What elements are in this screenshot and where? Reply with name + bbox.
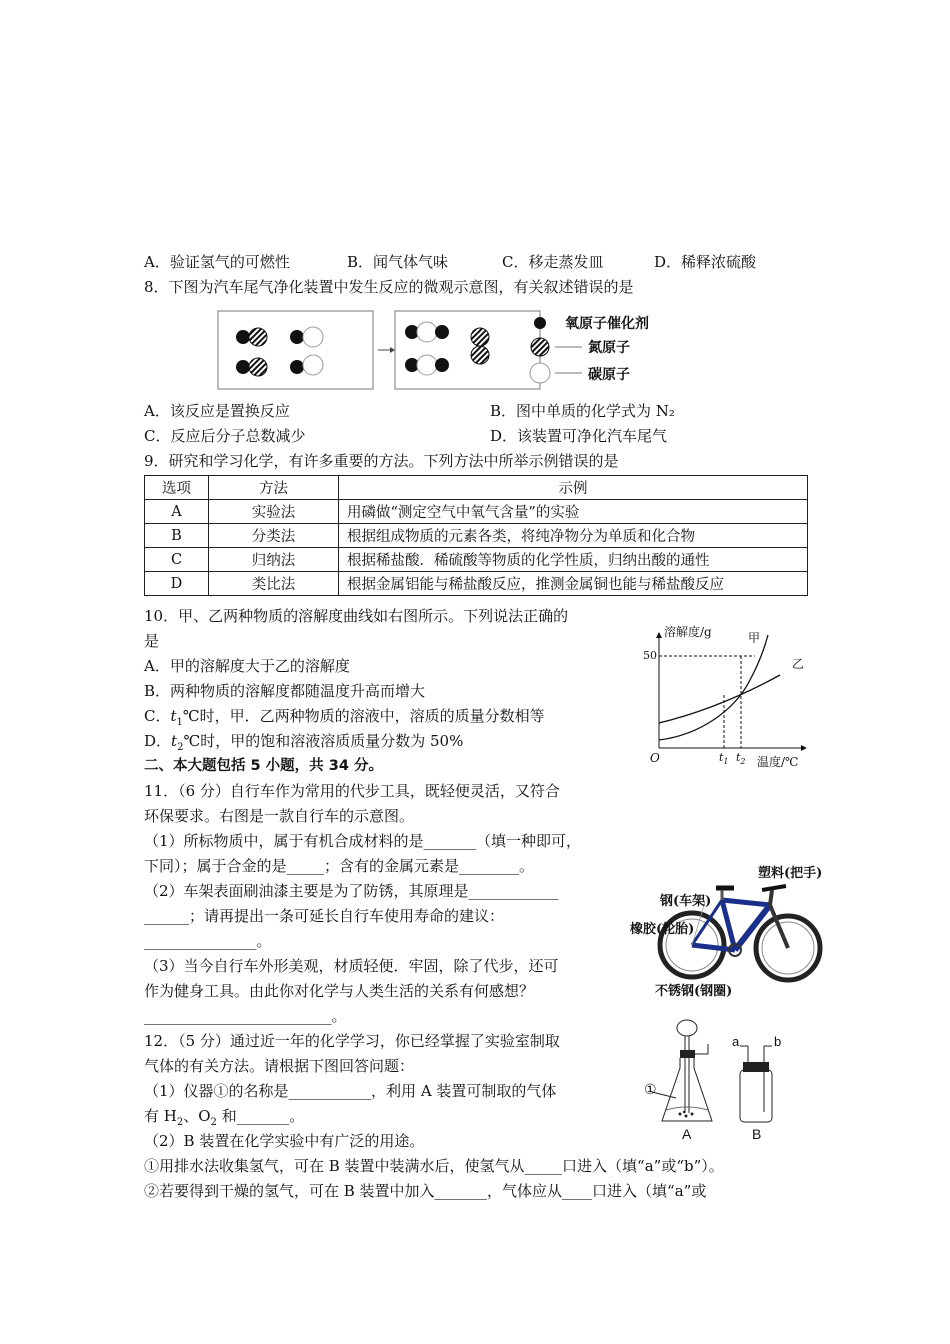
- q7-option-b: B．闻气体气味: [347, 253, 449, 271]
- q7-option-a: A．验证氢气的可燃性: [144, 253, 290, 271]
- table-cell: 根据组成物质的元素各类，将纯净物分为单质和化合物: [339, 524, 808, 548]
- q12-line-3: （1）仪器①的名称是___________，利用 A 装置可制取的气体: [144, 1082, 557, 1100]
- q11-line-3: （1）所标物质中，属于有机合成材料的是_______（填一种即可，: [144, 832, 582, 850]
- chart-series-a-label: 甲: [748, 631, 761, 645]
- q12-line-5: （2）B 装置在化学实验中有广泛的用途。: [144, 1132, 425, 1150]
- table-cell: 类比法: [209, 572, 339, 596]
- q9-table: [144, 475, 808, 596]
- q12-line-7: ②若要得到干燥的氢气，可在 B 装置中加入_______，气体应从____口进入（填“a”或: [144, 1182, 707, 1200]
- q11-line-1: 11．（6 分）自行车作为常用的代步工具，既轻便灵活，又符合: [144, 782, 560, 800]
- apparatus-label-a: A: [682, 1126, 692, 1142]
- table-cell: 用磷做“测定空气中氧气含量”的实验: [339, 500, 808, 524]
- q10-option-b: B．两种物质的溶解度都随温度升高而增大: [144, 682, 426, 700]
- table-cell: C: [145, 548, 209, 572]
- q10-stem-1: 10．甲、乙两种物质的溶解度曲线如右图所示。下列说法正确的: [144, 607, 569, 625]
- chart-y-tick: 50: [643, 649, 657, 662]
- q11-line-5: （2）车架表面刷油漆主要是为了防锈，其原理是____________: [144, 882, 559, 900]
- legend-carbon: 碳原子: [588, 367, 630, 383]
- q12-line-1: 12．（5 分）通过近一年的化学学习，你已经掌握了实验室制取: [144, 1032, 560, 1050]
- bike-label-steel: 钢(车架): [660, 894, 712, 909]
- chart-origin: O: [650, 751, 660, 765]
- port-label-a: a: [732, 1034, 740, 1049]
- q10-stem-2: 是: [144, 632, 160, 650]
- table-cell: 归纳法: [209, 548, 339, 572]
- table-cell: 根据金属铝能与稀盐酸反应，推测金属铜也能与稀盐酸反应: [339, 572, 808, 596]
- table-row: [145, 572, 808, 596]
- bike-label-rubber: 橡胶(轮胎): [630, 922, 695, 937]
- q11-line-10: _________________________。: [144, 1007, 347, 1025]
- apparatus-illustration: [640, 1018, 810, 1148]
- port-label-b: b: [774, 1034, 782, 1049]
- table-cell: D: [145, 572, 209, 596]
- legend-nitrogen: 氮原子: [588, 340, 630, 356]
- bike-label-plastic: 塑料(把手): [758, 866, 823, 881]
- q9-stem: 9．研究和学习化学，有许多重要的方法。下列方法中所举示例错误的是: [144, 452, 619, 470]
- chart-t2-tick: $t_2$: [736, 751, 746, 767]
- q12-line-6: ①用排水法收集氢气，可在 B 装置中装满水后，使氢气从_____口进入（填“a”或“b”）。: [144, 1157, 724, 1175]
- apparatus-label-circle1: ①: [644, 1082, 657, 1098]
- q11-line-8: （3）当今自行车外形美观，材质轻便．牢固，除了代步，还可: [144, 957, 559, 975]
- q11-line-4: 下同）；属于合金的是_____；含有的金属元素是________。: [144, 857, 535, 875]
- q12-line-4: 有 $H_2$、$O_2$ 和_______。: [144, 1107, 305, 1128]
- q10-option-c: C．$t_1℃$时，甲．乙两种物质的溶液中，溶质的质量分数相等: [144, 707, 545, 728]
- section-title: 二、本大题包括 5 小题，共 34 分。: [144, 758, 383, 774]
- q10-option-a: A．甲的溶解度大于乙的溶解度: [144, 657, 350, 675]
- q8-option-a: A．该反应是置换反应: [144, 402, 290, 420]
- q11-line-7: _______________。: [144, 932, 272, 950]
- q11-line-9: 作为健身工具。由此你对化学与人类生活的关系有何感想？: [144, 982, 535, 1000]
- q8-option-c: C．反应后分子总数减少: [144, 427, 306, 445]
- chart-series-b-label: 乙: [792, 657, 805, 671]
- chart-t1-tick: $t_1$: [719, 751, 729, 767]
- table-cell: B: [145, 524, 209, 548]
- chart-ylabel: 溶解度/g: [664, 625, 712, 639]
- table-cell: 分类法: [209, 524, 339, 548]
- table-row: [145, 500, 808, 524]
- table-cell: 根据稀盐酸．稀硫酸等物质的化学性质，归纳出酸的通性: [339, 548, 808, 572]
- q7-option-c: C．移走蒸发皿: [502, 253, 604, 271]
- table-row: [145, 548, 808, 572]
- table-cell: 实验法: [209, 500, 339, 524]
- q8-option-d: D．该装置可净化汽车尾气: [490, 427, 668, 445]
- q11-line-2: 环保要求。右图是一款自行车的示意图。: [144, 807, 415, 825]
- solubility-chart: [640, 625, 820, 775]
- table-row: [145, 524, 808, 548]
- q7-option-d: D．稀释浓硫酸: [654, 253, 757, 271]
- apparatus-label-b: B: [752, 1126, 762, 1142]
- q11-line-6: ______；请再提出一条可延长自行车使用寿命的建议：: [144, 907, 505, 925]
- table-header: 方法: [209, 476, 339, 500]
- q10-option-d: D．$t_2℃$时，甲的饱和溶液溶质质量分数为 50%: [144, 732, 464, 753]
- legend-oxygen-catalyst: 氧原子催化剂: [565, 316, 649, 332]
- table-header: 选项: [145, 476, 209, 500]
- table-header-row: [145, 476, 808, 500]
- q8-stem: 8．下图为汽车尾气净化装置中发生反应的微观示意图，有关叙述错误的是: [144, 278, 634, 296]
- chart-xlabel: 温度/℃: [757, 755, 799, 769]
- bike-label-stainless: 不锈钢(钢圈): [655, 984, 733, 999]
- table-cell: A: [145, 500, 209, 524]
- q8-option-b: B．图中单质的化学式为 N₂: [490, 402, 675, 420]
- q12-line-2: 气体的有关方法。请根据下图回答问题：: [144, 1057, 415, 1075]
- table-header: 示例: [339, 476, 808, 500]
